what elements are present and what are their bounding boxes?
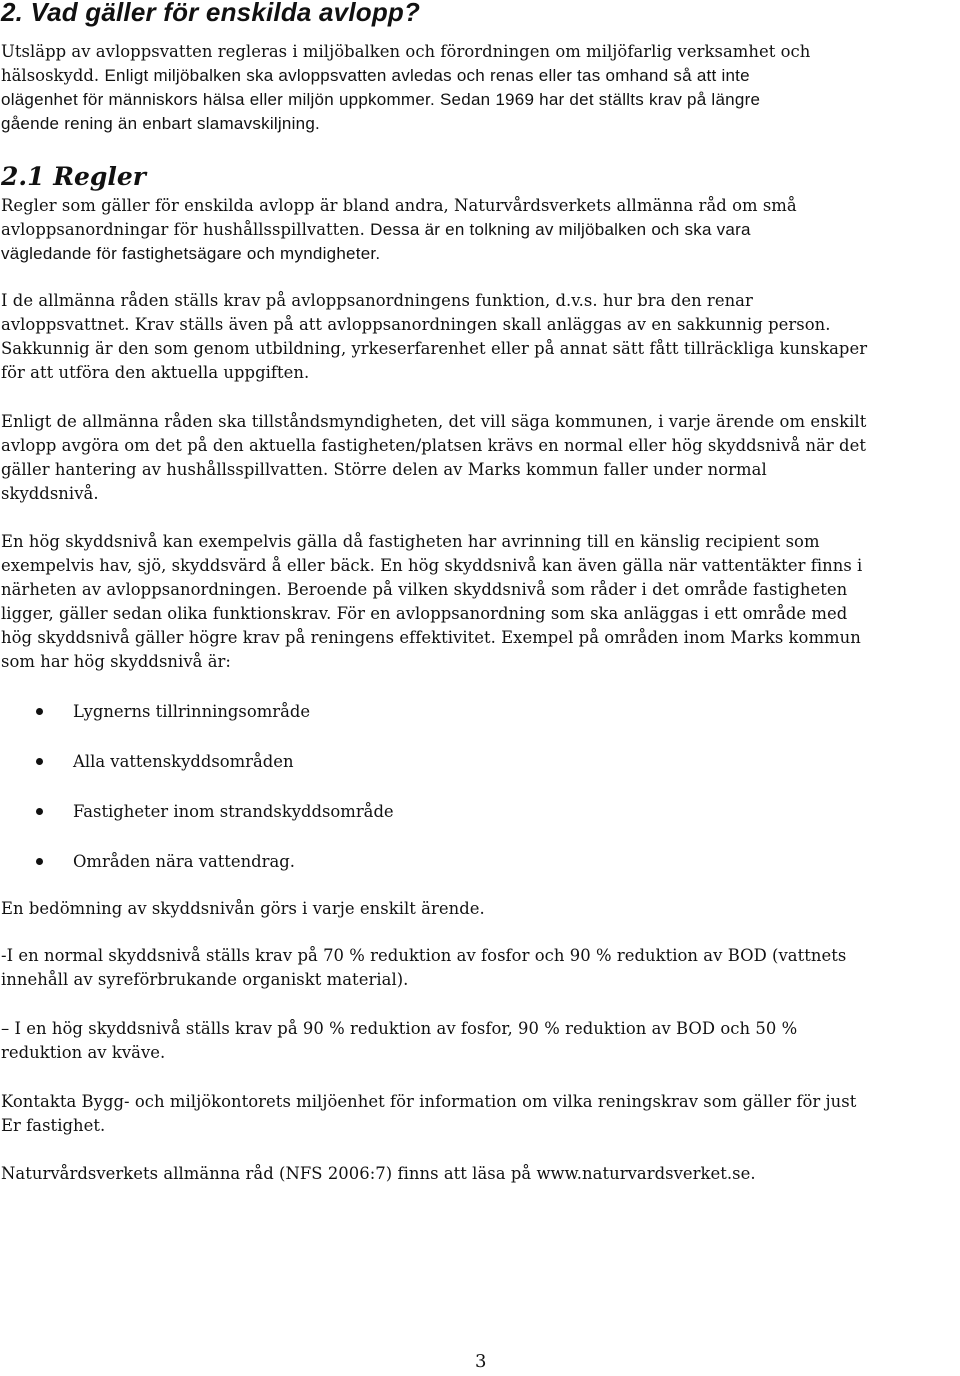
high-protection-line-5: hög skyddsnivå gäller högre krav på reningens effektivitet. Exempel på områden inom Marks kommun (1, 628, 861, 647)
assessment-paragraph: En bedömning av skyddsnivån görs i varje enskilt ärende. (1, 899, 485, 918)
contact-paragraph (1, 1090, 959, 1138)
authority-paragraph (1, 410, 959, 506)
list-item-text: Områden nära vattendrag. (73, 852, 295, 871)
bullet-icon (36, 708, 43, 715)
protected-areas-list (0, 696, 960, 896)
intro-paragraph (1, 40, 959, 136)
main-heading: 2. Vad gäller för enskilda avlopp? (1, 0, 421, 27)
rules-line-2-serif: avloppsanordningar för hushållsspillvatten. (1, 220, 365, 239)
intro-line-2: hälsoskydd. (1, 66, 100, 85)
bullet-icon (36, 858, 43, 865)
high-protection-line-3: närheten av avloppsanordningen. Beroende på vilken skyddsnivå som råder i det område fastigheten (1, 580, 848, 599)
list-item (0, 746, 960, 796)
page-number: 3 (475, 1351, 487, 1372)
authority-line-1: Enligt de allmänna råden ska tillståndsmyndigheten, det vill säga kommunen, i varje ärende om enskilt (1, 412, 867, 431)
intro-sans-continuation: Enligt miljöbalken ska avloppsvatten avledas och renas eller tas omhand så att inte (104, 66, 750, 85)
bullet-icon (36, 758, 43, 765)
authority-line-3: gäller hantering av hushållsspillvatten. Större delen av Marks kommun faller under normal (1, 460, 767, 479)
list-item (0, 696, 960, 746)
authority-line-4: skyddsnivå. (1, 484, 99, 503)
intro-line-1: Utsläpp av avloppsvatten regleras i miljöbalken och förordningen om miljöfarlig verksamhet och (1, 42, 811, 61)
general-advice-line-1: I de allmänna råden ställs krav på avloppsanordningens funktion, d.v.s. hur bra den renar (1, 291, 753, 310)
subheading-regler: 2.1 Regler (1, 162, 146, 191)
high-protection-line-2: exempelvis hav, sjö, skyddsvärd å eller bäck. En hög skyddsnivå kan även gälla när vattentäkter finns i (1, 556, 863, 575)
high-protection-line-4: ligger, gäller sedan olika funktionskrav. För en avloppsanordning som ska anläggas i ett område med (1, 604, 848, 623)
general-advice-line-3: Sakkunnig är den som genom utbildning, yrkeserfarenhet eller på annat sätt fått tillräckliga kunskaper (1, 339, 868, 358)
high-protection-line-1: En hög skyddsnivå kan exempelvis gälla då fastigheten har avrinning till en känslig recipient som (1, 532, 820, 551)
authority-line-2: avlopp avgöra om det på den aktuella fastigheten/platsen krävs en normal eller hög skyddsnivå när det (1, 436, 866, 455)
rules-line-3-sans: vägledande för fastighetsägare och myndigheter. (1, 244, 381, 263)
high-requirement-line-2: reduktion av kväve. (1, 1043, 166, 1062)
list-item-text: Lygnerns tillrinningsområde (73, 702, 311, 721)
normal-requirement-paragraph (1, 944, 959, 992)
high-requirement-line-1: – I en hög skyddsnivå ställs krav på 90 % reduktion av fosfor, 90 % reduktion av BOD och 50 % (1, 1019, 798, 1038)
general-advice-paragraph (1, 289, 959, 385)
normal-requirement-line-2: innehåll av syreförbrukande organiskt material). (1, 970, 409, 989)
rules-line-2-sans: Dessa är en tolkning av miljöbalken och ska vara (370, 220, 751, 239)
list-item (0, 846, 960, 896)
list-item-text: Alla vattenskyddsområden (73, 752, 294, 771)
general-advice-line-4: för att utföra den aktuella uppgiften. (1, 363, 310, 382)
contact-line-1: Kontakta Bygg- och miljökontorets miljöenhet för information om vilka reningskrav som gäller för just (1, 1092, 857, 1111)
list-item-text: Fastigheter inom strandskyddsområde (73, 802, 394, 821)
rules-paragraph (1, 194, 959, 266)
high-protection-paragraph (1, 530, 959, 674)
high-protection-line-6: som har hög skyddsnivå är: (1, 652, 232, 671)
normal-requirement-line-1: -I en normal skyddsnivå ställs krav på 70 % reduktion av fosfor och 90 % reduktion av BOD (vattnets (1, 946, 847, 965)
high-requirement-paragraph (1, 1017, 959, 1065)
reference-paragraph: Naturvårdsverkets allmänna råd (NFS 2006:7) finns att läsa på www.naturvardsverket.se. (1, 1164, 756, 1183)
intro-sans-line-2: gående rening än enbart slamavskiljning. (1, 114, 321, 133)
list-item (0, 796, 960, 846)
contact-line-2: Er fastighet. (1, 1116, 106, 1135)
general-advice-line-2: avloppsvattnet. Krav ställs även på att avloppsanordningen skall anläggas av en sakkunnig person. (1, 315, 831, 334)
intro-sans-line-1: olägenhet för människors hälsa eller miljön uppkommer. Sedan 1969 har det ställts krav på längre (1, 90, 761, 109)
rules-line-1: Regler som gäller för enskilda avlopp är bland andra, Naturvårdsverkets allmänna råd om små (1, 196, 797, 215)
bullet-icon (36, 808, 43, 815)
